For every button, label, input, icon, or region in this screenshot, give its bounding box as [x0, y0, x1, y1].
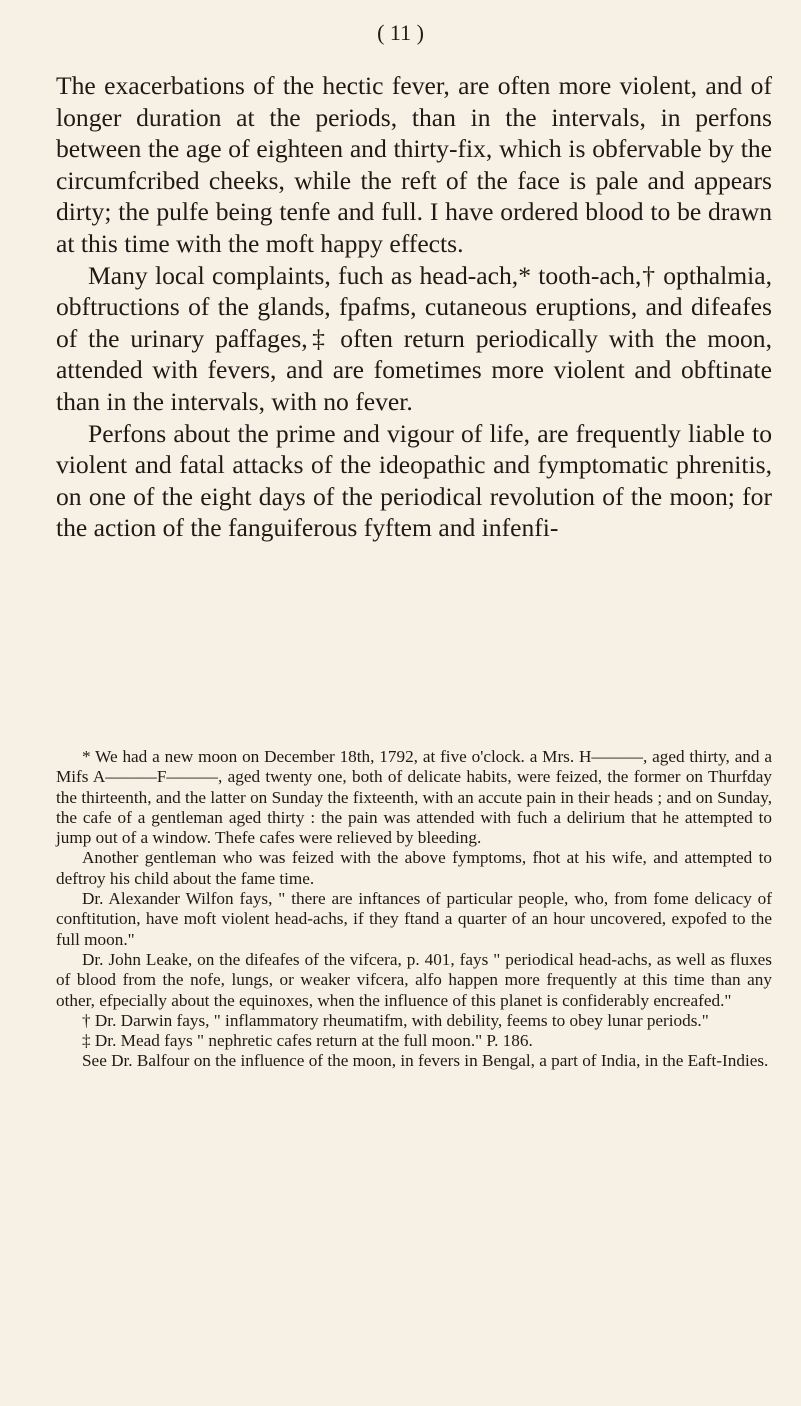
- footnote-leake: Dr. John Leake, on the difeafes of the vifcera, p. 401, fays " periodical head-achs, as well as fluxes of blood from the nofe, lungs, or weaker vifcera, alfo happen more frequently at this time than any other, efpecially about the equinoxes, when the influence of this planet is confiderably encreafed.": [56, 949, 772, 1010]
- footnote-mead: ‡ Dr. Mead fays " nephretic cafes return at the full moon." P. 186.: [82, 1031, 533, 1051]
- footnote-darwin: † Dr. Darwin fays, " inflammatory rheumatifm, with debility, feems to obey lunar periods.": [82, 1010, 709, 1030]
- footnote-new-moon-cases: * We had a new moon on December 18th, 1792, at five o'clock. a Mrs. H———, aged thirty, and a Mifs A———F———, aged twenty one, both of delicate habits, were feized, the former on Thurfday the thirteenth, and the latter on Sunday the fixteenth, with an accute pain in their heads ; and on Sunday, the cafe of a gentleman aged thirty : the pain was attended with fuch a delirium that he attempted to jump out of a window. Thefe cafes were relieved by bleeding.: [56, 747, 772, 848]
- footnote-gentleman: Another gentleman who was feized with the above fymptoms, fhot at his wife, and attempted to deftroy his child about the fame time.: [56, 848, 772, 888]
- footnote-wilson: Dr. Alexander Wilfon fays, " there are inftances of particular people, who, from fome delicacy of conftitution, have moft violent head-achs, if they ftand a quarter of an hour uncovered, expofed to the full moon.": [56, 889, 772, 949]
- main-text: [56, 70, 772, 544]
- paragraph-local-complaints: Many local complaints, fuch as head-ach,* tooth-ach,† opthalmia, obftructions of the glands, fpafms, cutaneous eruptions, and difeafes of the urinary paffages,‡ often return periodically with the moon, attended with fevers, and are fometimes more violent and obftinate than in the intervals, with no fever.: [56, 260, 772, 416]
- page-number: ( 11 ): [377, 20, 424, 45]
- paragraph-phrenitis: Perfons about the prime and vigour of life, are frequently liable to violent and fatal attacks of the ideopathic and fymptomatic phrenitis, on one of the eight days of the periodical revolution of the moon; for the action of the fanguiferous fyftem and infenfi-: [56, 418, 772, 543]
- paragraph-hectic-fever: The exacerbations of the hectic fever, are often more violent, and of longer duration at the periods, than in the intervals, in perfons between the age of eighteen and thirty-fix, which is obfervable by the circumfcribed cheeks, while the reft of the face is pale and appears dirty; the pulfe being tenfe and full. I have ordered blood to be drawn at this time with the moft happy effects.: [56, 71, 772, 258]
- footnotes: [56, 747, 772, 1072]
- footnote-balfour: See Dr. Balfour on the influence of the moon, in fevers in Bengal, a part of India, in the Eaft-Indies.: [82, 1051, 769, 1071]
